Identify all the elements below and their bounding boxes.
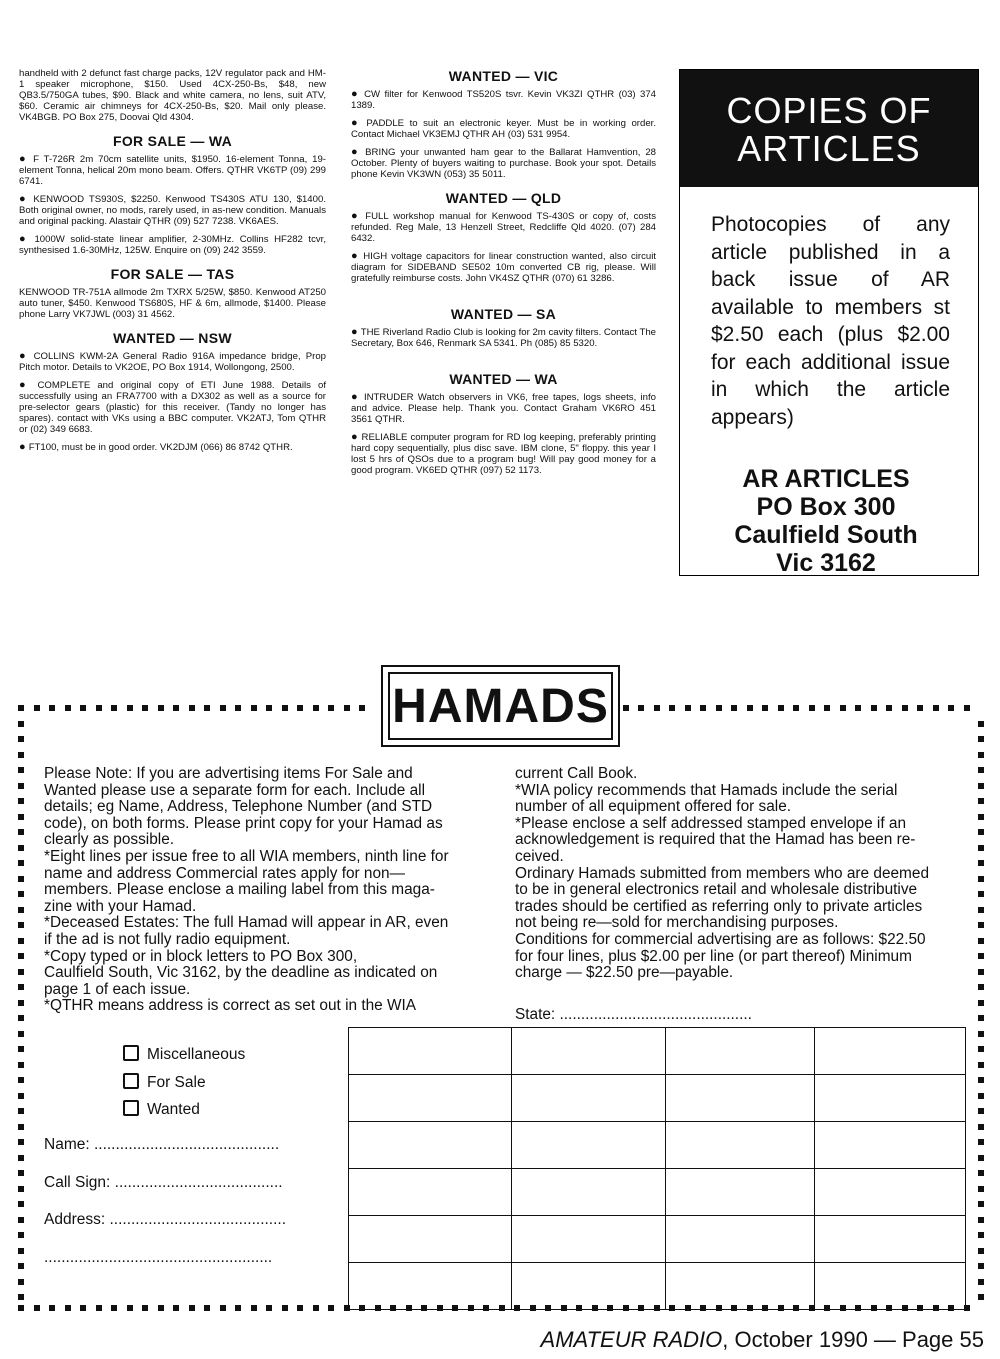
border-dot xyxy=(80,1305,86,1311)
border-dot xyxy=(65,705,71,711)
ad-item: ● RELIABLE computer program for RD log keeping, preferably printing hard copy sequentially, plus disc save. IBM clone, 5" floppy. this year I lost 5 hrs of QSOs due to a program bug! Will pay good money for a good program. VK6ED QTHR (097) 52 1173. xyxy=(351,432,656,476)
border-dot xyxy=(978,1108,984,1114)
border-dot xyxy=(978,814,984,820)
border-dot xyxy=(18,1217,24,1223)
border-dot xyxy=(18,736,24,742)
hamads-instructions-right xyxy=(515,766,970,982)
ad-item: ● CW filter for Kenwood TS520S tsvr. Kevin VK3ZI QTHR (03) 374 1389. xyxy=(351,89,656,111)
border-dot xyxy=(638,705,644,711)
address-field[interactable]: Address: ......................................... xyxy=(44,1211,287,1228)
border-dot xyxy=(18,891,24,897)
border-dot xyxy=(978,1046,984,1052)
instruction-line: acknowledgement is required that the Hamad has been re- xyxy=(515,831,916,849)
border-dot xyxy=(978,1201,984,1207)
address-line: Caulfield South xyxy=(734,521,918,549)
ad-item: ● PADDLE to suit an electronic keyer. Must be in working order. Contact Michael VK3EMJ QTHR AH (03) 531 9954. xyxy=(351,118,656,140)
border-dot xyxy=(978,860,984,866)
checkbox-icon[interactable] xyxy=(123,1045,139,1061)
checkbox-for-sale[interactable] xyxy=(123,1069,245,1097)
border-dot xyxy=(18,1093,24,1099)
border-dot xyxy=(189,1305,195,1311)
border-dot xyxy=(778,705,784,711)
border-dot xyxy=(34,705,40,711)
grid-row xyxy=(349,1169,966,1216)
classifieds-column-2 xyxy=(351,68,656,483)
border-dot xyxy=(18,1077,24,1083)
hamads-title-box xyxy=(381,665,620,747)
call-sign-field[interactable]: Call Sign: ....................................... xyxy=(44,1173,283,1191)
section-heading: WANTED — NSW xyxy=(113,330,232,346)
border-dot xyxy=(978,1124,984,1130)
border-dot xyxy=(18,953,24,959)
grid-cell[interactable] xyxy=(666,1169,815,1216)
border-dot xyxy=(18,969,24,975)
footer-magazine: AMATEUR RADIO xyxy=(540,1327,723,1352)
border-dot xyxy=(18,1186,24,1192)
border-dot xyxy=(747,705,753,711)
border-dot xyxy=(978,891,984,897)
border-dot xyxy=(18,1046,24,1052)
border-dot xyxy=(978,1155,984,1161)
border-dot xyxy=(978,876,984,882)
classifieds-column-1 xyxy=(19,68,326,460)
ad-item: ● BRING your unwanted ham gear to the Ballarat Hamvention, 28 October. Plenty of buyers waiting to purchase. Book your spot. Details phone Kevin VK3WN (053) 35 5011. xyxy=(351,147,656,180)
border-dot xyxy=(158,1305,164,1311)
ad-item: ● COLLINS KWM-2A General Radio 916A impedance bridge, Prop Pitch motor. Details to VK2OE, PO Box 1914, Wollongong, 2500. xyxy=(19,351,326,373)
border-dot xyxy=(978,1248,984,1254)
section-heading: WANTED — QLD xyxy=(445,190,562,206)
border-dot xyxy=(344,705,350,711)
border-dot xyxy=(978,1015,984,1021)
border-dot xyxy=(18,1031,24,1037)
grid-cell[interactable] xyxy=(349,1028,512,1075)
border-dot xyxy=(685,705,691,711)
border-dot xyxy=(18,1263,24,1269)
instruction-line: trades should be certified as referring only to private articles xyxy=(515,897,923,915)
border-dot xyxy=(127,1305,133,1311)
border-dot xyxy=(34,1305,40,1311)
ad-item: ● THE Riverland Radio Club is looking for 2m cavity filters. Contact The Secretary, Box 646, Renmark SA 5341. Ph (085) 85 5320. xyxy=(351,327,656,349)
border-dot xyxy=(111,705,117,711)
grid-cell[interactable] xyxy=(666,1075,815,1122)
border-dot xyxy=(917,705,923,711)
border-dot xyxy=(978,798,984,804)
category-checkboxes xyxy=(123,1041,245,1124)
border-dot xyxy=(978,1217,984,1223)
border-dot xyxy=(359,705,365,711)
border-dot xyxy=(313,705,319,711)
border-dot xyxy=(978,736,984,742)
copies-title-line1: COPIES OF xyxy=(726,90,932,131)
border-dot xyxy=(18,767,24,773)
grid-row xyxy=(349,1122,966,1169)
border-dot xyxy=(96,1305,102,1311)
border-dot xyxy=(18,705,24,711)
border-dot xyxy=(266,705,272,711)
border-dot xyxy=(978,984,984,990)
border-dot xyxy=(18,798,24,804)
instruction-line: charge — $22.50 pre—payable. xyxy=(515,964,734,982)
border-dot xyxy=(65,1305,71,1311)
border-dot xyxy=(669,705,675,711)
grid-cell[interactable] xyxy=(349,1169,512,1216)
address-line: Vic 3162 xyxy=(776,549,876,577)
border-dot xyxy=(220,1305,226,1311)
instruction-line: Caulfield South, Vic 3162, by the deadline as indicated on xyxy=(44,964,438,982)
checkbox-miscellaneous[interactable] xyxy=(123,1041,245,1069)
page-footer xyxy=(541,1327,984,1353)
border-dot xyxy=(978,1077,984,1083)
border-dot xyxy=(328,1305,334,1311)
border-dot xyxy=(173,1305,179,1311)
border-dot xyxy=(328,705,334,711)
border-dot xyxy=(204,1305,210,1311)
instruction-line: *Please enclose a self addressed stamped envelope if an xyxy=(515,814,907,832)
grid-cell[interactable] xyxy=(512,1075,666,1122)
hamad-copy-grid xyxy=(348,1027,966,1310)
border-dot xyxy=(978,1062,984,1068)
grid-cell[interactable] xyxy=(815,1169,966,1216)
ad-item: ● HIGH voltage capacitors for linear construction wanted, also circuit diagram for SIDEBAND SE502 10m converted CB rig, please. Will gratefully reimburse costs. John VK4SZ QTHR (070) 61 3286. xyxy=(351,251,656,284)
address-line: AR ARTICLES xyxy=(742,465,910,493)
border-dot xyxy=(978,1031,984,1037)
name-field[interactable]: Name: ........................................... xyxy=(44,1136,280,1153)
ad-item: ● FT100, must be in good order. VK2DJM (066) 86 8742 QTHR. xyxy=(19,442,326,453)
border-dot xyxy=(978,1294,984,1300)
instruction-line: details; eg Name, Address, Telephone Number (and STD xyxy=(44,798,433,816)
border-dot xyxy=(978,829,984,835)
instruction-line: *Copy typed or in block letters to PO Box 300, xyxy=(44,947,358,965)
border-dot xyxy=(18,829,24,835)
instruction-line: to be in general electronics retail and wholesale distributive xyxy=(515,881,918,899)
ad-text: handheld with 2 defunct fast charge packs, 12V regulator pack and HM-1 speaker microphone, $150. Used 4CX-250-Bs, $48, new QB3.5/750GA tubes, $90. Black and white camera, no lens, suit ATV, $60. Ceramic air chimneys for 4CX-250-Bs, $20. Mail only please. VK4BGB. PO Box 275, Doovai Qld 4304. xyxy=(19,68,326,123)
ad-item: ● 1000W solid-state linear amplifier, 2-30MHz. Collins HF282 tcvr, synthesised 1.6-30MHz, 125W. Enquire on (09) 242 3559. xyxy=(19,234,326,256)
border-dot xyxy=(948,705,954,711)
border-dot xyxy=(871,705,877,711)
border-dot xyxy=(220,705,226,711)
border-dot xyxy=(840,705,846,711)
hamads-title: HAMADS xyxy=(388,672,613,740)
border-dot xyxy=(978,922,984,928)
instruction-line: Please Note: If you are advertising items For Sale and xyxy=(44,765,413,782)
grid-cell[interactable] xyxy=(815,1075,966,1122)
section-heading: WANTED — VIC xyxy=(448,68,559,84)
border-dot xyxy=(313,1305,319,1311)
copies-body: Photocopies of any article published in a back issue of AR available to members st $2.50 each (plus $2.00 for each additional issue in which the article appears) xyxy=(711,213,950,429)
checkbox-label: For Sale xyxy=(147,1073,206,1091)
grid-cell[interactable] xyxy=(815,1028,966,1075)
border-dot xyxy=(127,705,133,711)
ad-item: ● KENWOOD TS930S, $2250. Kenwood TS430S ATU 130, $1400. Both original owner, no mods, rarely used, in as-new condition. Manuals and original packing. Alastair QTHR (09) 527 7238. VK6AES. xyxy=(19,194,326,227)
ad-item: ● FULL workshop manual for Kenwood TS-430S or copy of, costs refunded. Reg Male, 13 Henzell Street, Redcliffe Qld 4020. (07) 284 6432. xyxy=(351,211,656,244)
grid-cell[interactable] xyxy=(349,1263,512,1310)
instruction-line: clearly as possible. xyxy=(44,831,175,849)
ad-item: ● COMPLETE and original copy of ETI June 1988. Details of successfully using an FRA7700 with a DX302 as well as a source for pre-selector gears (plastic) for this receiver. (Tandy no longer has spares). contact with VKs using a BBC computer. VK2ATJ, Tom QTHR or (02) 349 6683. xyxy=(19,380,326,435)
section-heading: FOR SALE — TAS xyxy=(110,266,235,282)
border-dot xyxy=(18,1305,24,1311)
border-dot xyxy=(18,876,24,882)
instruction-line: *Eight lines per issue free to all WIA members, ninth line for xyxy=(44,847,449,865)
grid-cell[interactable] xyxy=(666,1028,815,1075)
border-dot xyxy=(18,752,24,758)
border-dot xyxy=(235,705,241,711)
border-dot xyxy=(251,1305,257,1311)
instruction-line: Wanted please use a separate form for each. Include all xyxy=(44,781,425,799)
border-dot xyxy=(731,705,737,711)
border-dot xyxy=(49,705,55,711)
border-dot xyxy=(18,860,24,866)
border-dot xyxy=(18,783,24,789)
checkbox-label: Miscellaneous xyxy=(147,1046,246,1063)
border-dot xyxy=(978,953,984,959)
border-dot xyxy=(978,1232,984,1238)
grid-cell[interactable] xyxy=(512,1169,666,1216)
section-heading: WANTED — SA xyxy=(450,306,557,322)
border-dot xyxy=(189,705,195,711)
border-dot xyxy=(654,705,660,711)
border-dot xyxy=(111,1305,117,1311)
instruction-line: not being re—sold for merchandising purposes. xyxy=(515,914,839,932)
border-dot xyxy=(18,721,24,727)
checkbox-wanted[interactable] xyxy=(123,1096,245,1124)
grid-row xyxy=(349,1263,966,1310)
border-dot xyxy=(18,1124,24,1130)
grid-cell[interactable] xyxy=(666,1263,815,1310)
border-dot xyxy=(978,1139,984,1145)
border-dot xyxy=(18,907,24,913)
border-dot xyxy=(158,705,164,711)
state-field[interactable]: State: ............................................. xyxy=(515,1006,752,1023)
border-dot xyxy=(902,705,908,711)
border-dot xyxy=(297,1305,303,1311)
grid-cell[interactable] xyxy=(512,1028,666,1075)
ad-item: ● INTRUDER Watch observers in VK6, free tapes, logs sheets, info and advice. Please help. Thank you. Contact Graham VK6RO 451 3561 QTHR. xyxy=(351,392,656,425)
border-dot xyxy=(762,705,768,711)
border-dot xyxy=(235,1305,241,1311)
border-dot xyxy=(978,1279,984,1285)
border-dot xyxy=(18,984,24,990)
border-dot xyxy=(251,705,257,711)
copies-title-line2: ARTICLES xyxy=(737,128,921,169)
hamads-instructions-left xyxy=(44,766,494,1015)
grid-row xyxy=(349,1075,966,1122)
border-dot xyxy=(809,705,815,711)
grid-cell[interactable] xyxy=(349,1122,512,1169)
checkbox-label: Wanted xyxy=(147,1101,200,1118)
border-dot xyxy=(18,1108,24,1114)
copies-address xyxy=(674,465,978,577)
border-dot xyxy=(978,783,984,789)
border-dot xyxy=(173,705,179,711)
border-dot xyxy=(96,705,102,711)
border-dot xyxy=(18,1015,24,1021)
border-dot xyxy=(80,705,86,711)
border-dot xyxy=(978,752,984,758)
border-dot xyxy=(18,845,24,851)
grid-row xyxy=(349,1028,966,1075)
grid-cell[interactable] xyxy=(349,1216,512,1263)
instruction-line: members. Please enclose a mailing label from this maga- xyxy=(44,881,435,899)
grid-row xyxy=(349,1216,966,1263)
border-dot xyxy=(18,1170,24,1176)
instruction-line: name and address Commercial rates apply for non— xyxy=(44,864,405,882)
border-dot xyxy=(282,1305,288,1311)
border-dot xyxy=(978,1000,984,1006)
border-dot xyxy=(18,1000,24,1006)
border-dot xyxy=(266,1305,272,1311)
grid-cell[interactable] xyxy=(815,1216,966,1263)
border-dot xyxy=(824,705,830,711)
border-dot xyxy=(978,969,984,975)
border-dot xyxy=(204,705,210,711)
border-dot xyxy=(964,705,970,711)
border-dot xyxy=(297,705,303,711)
border-dot xyxy=(18,1294,24,1300)
border-dot xyxy=(978,907,984,913)
border-dot xyxy=(933,705,939,711)
border-dot xyxy=(700,705,706,711)
border-dot xyxy=(978,845,984,851)
instruction-line: Ordinary Hamads submitted from members who are deemed xyxy=(515,864,929,882)
checkbox-icon[interactable] xyxy=(123,1100,139,1116)
instruction-line: for four lines, plus $2.00 per line (or part thereof) Minimum xyxy=(515,947,912,965)
instruction-line: zine with your Hamad. xyxy=(44,897,197,915)
border-dot xyxy=(978,721,984,727)
copies-heading xyxy=(680,70,978,187)
footer-issue: , October 1990 — Page 55 xyxy=(722,1327,984,1352)
border-dot xyxy=(978,1263,984,1269)
instruction-line: ceived. xyxy=(515,847,564,865)
border-dot xyxy=(855,705,861,711)
ad-item: ● F T-726R 2m 70cm satellite units, $1950. 16-element Tonna, 19-element Tonna, helical 20m mono beam. Offers. QTHR VK6TP (09) 299 6741. xyxy=(19,154,326,187)
grid-cell[interactable] xyxy=(815,1263,966,1310)
border-dot xyxy=(716,705,722,711)
instruction-line: if the ad is not fully radio equipment. xyxy=(44,930,291,948)
border-dot xyxy=(978,767,984,773)
border-dot xyxy=(978,1186,984,1192)
grid-cell[interactable] xyxy=(512,1122,666,1169)
border-dot xyxy=(978,938,984,944)
instruction-line: *WIA policy recommends that Hamads include the serial xyxy=(515,781,898,799)
instruction-line: current Call Book. xyxy=(515,765,638,782)
grid-cell[interactable] xyxy=(349,1075,512,1122)
checkbox-icon[interactable] xyxy=(123,1073,139,1089)
contact-fields xyxy=(44,1136,286,1286)
border-dot xyxy=(18,922,24,928)
ad-item: KENWOOD TR-751A allmode 2m TXRX 5/25W, $850. Kenwood AT250 auto tuner, $450. Kenwood TS680S, HF & 6m, allmode, $1400. Please phone Larry VK7JWL (003) 31 4562. xyxy=(19,287,326,320)
border-dot xyxy=(793,705,799,711)
border-dot xyxy=(18,814,24,820)
border-dot xyxy=(18,1232,24,1238)
copies-of-articles-box xyxy=(679,69,979,576)
border-dot xyxy=(18,1279,24,1285)
address-field-line2[interactable]: ..................................................... xyxy=(44,1248,273,1266)
border-dot xyxy=(623,705,629,711)
border-dot xyxy=(18,1201,24,1207)
address-line: PO Box 300 xyxy=(756,493,896,521)
section-heading: FOR SALE — WA xyxy=(112,133,232,149)
instruction-line: page 1 of each issue. xyxy=(44,980,191,998)
grid-cell[interactable] xyxy=(815,1122,966,1169)
border-dot xyxy=(282,705,288,711)
border-dot xyxy=(18,1062,24,1068)
grid-cell[interactable] xyxy=(512,1216,666,1263)
border-dot xyxy=(18,1139,24,1145)
instruction-line: code), on both forms. Please print copy for your Hamad as xyxy=(44,814,443,832)
instruction-line: number of all equipment offered for sale. xyxy=(515,798,792,816)
border-dot xyxy=(886,705,892,711)
border-dot xyxy=(142,705,148,711)
grid-cell[interactable] xyxy=(512,1263,666,1310)
border-dot xyxy=(18,1155,24,1161)
grid-cell[interactable] xyxy=(666,1122,815,1169)
border-dot xyxy=(978,1093,984,1099)
instruction-line: *QTHR means address is correct as set out in the WIA xyxy=(44,997,417,1015)
section-heading: WANTED — WA xyxy=(449,371,558,387)
instruction-line: *Deceased Estates: The full Hamad will appear in AR, even xyxy=(44,914,449,932)
border-dot xyxy=(18,1248,24,1254)
grid-cell[interactable] xyxy=(666,1216,815,1263)
border-dot xyxy=(18,938,24,944)
border-dot xyxy=(142,1305,148,1311)
instruction-line: Conditions for commercial advertising are as follows: $22.50 xyxy=(515,930,926,948)
border-dot xyxy=(978,1170,984,1176)
border-dot xyxy=(49,1305,55,1311)
